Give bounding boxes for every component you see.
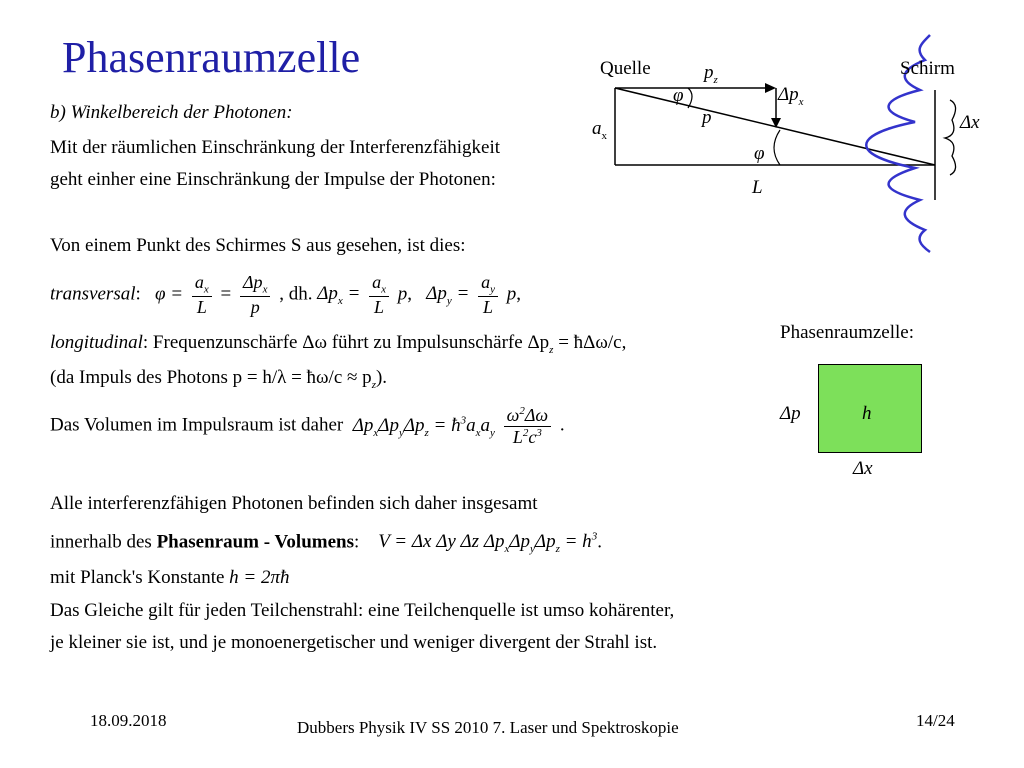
- text-line: Das Gleiche gilt für jeden Teilchenstrahl: eine Teilchenquelle ist umso kohärenter,: [50, 600, 675, 621]
- cell-dx-label: Δx: [853, 458, 873, 479]
- volume-line: Das Volumen im Impulsraum ist daher $\Delta p_x\Delta p_y\Delta p_z$ = $ħ^3a_xa_y$ $\frac{\omega^2\Delta\omega}{L^2c^3}$ .: [50, 405, 565, 447]
- footer-date: 18.09.2018: [90, 711, 167, 730]
- cell-label: Phasenraumzelle:: [780, 322, 915, 343]
- dpx-label: $\Delta p_x$: [778, 84, 804, 108]
- text-line: je kleiner sie ist, und je monoenergetischer und weniger divergent der Strahl ist.: [50, 632, 658, 653]
- transversal-formula: transversal: φ = $\frac{a_x}{L}$ = $\frac{\Delta p_x}{p}$ , dh. $\Delta p_x$ = $\frac{a_x}{L}$ p, $\Delta p_y$ = $\frac{a_y}{L}$ p,: [50, 272, 521, 318]
- L-label: L: [752, 177, 763, 198]
- footer-course: Dubbers Physik IV SS 2010 7. Laser und Spektroskopie: [297, 718, 679, 737]
- paren-line: (da Impuls des Photons p = h/λ = ħω/c ≈ $p_z$).: [50, 367, 388, 391]
- longitudinal-line: longitudinal: Frequenzunschärfe Δω führt zu Impulsunschärfe $\Delta p_z$ = ħΔω/c,: [50, 332, 627, 356]
- phi-label-top: φ: [673, 85, 684, 106]
- footer-page-number: 14/24: [916, 711, 955, 730]
- quelle-label: Quelle: [600, 58, 651, 79]
- p-label: p: [702, 107, 712, 128]
- schirm-label: Schirm: [900, 58, 955, 79]
- text-line: Alle interferenzfähigen Photonen befinden sich daher insgesamt: [50, 493, 538, 514]
- section-heading: b) Winkelbereich der Photonen:: [50, 102, 293, 123]
- innerhalb-line: innerhalb des Phasenraum - Volumens: V = Δx Δy Δz $\Delta p_x\Delta p_y\Delta p_z = h^3$.: [50, 531, 602, 556]
- dx-label: Δx: [960, 112, 980, 133]
- planck-line: mit Planck's Konstante h = 2πħ: [50, 567, 290, 588]
- pz-label: $p_z$: [704, 62, 718, 86]
- ax-label: $a_x$: [592, 118, 607, 142]
- text-line: Von einem Punkt des Schirmes S aus gesehen, ist dies:: [50, 235, 466, 256]
- text-line: Mit der räumlichen Einschränkung der Interferenzfähigkeit: [50, 137, 501, 158]
- interference-diagram: [580, 20, 1000, 260]
- phi-label-bottom: φ: [754, 143, 765, 164]
- page-title: Phasenraumzelle: [62, 33, 361, 82]
- cell-h-label: h: [862, 403, 872, 424]
- cell-dp-label: Δp: [780, 403, 801, 424]
- text-line: geht einher eine Einschränkung der Impulse der Photonen:: [50, 169, 496, 190]
- transversal-label: transversal: [50, 283, 136, 305]
